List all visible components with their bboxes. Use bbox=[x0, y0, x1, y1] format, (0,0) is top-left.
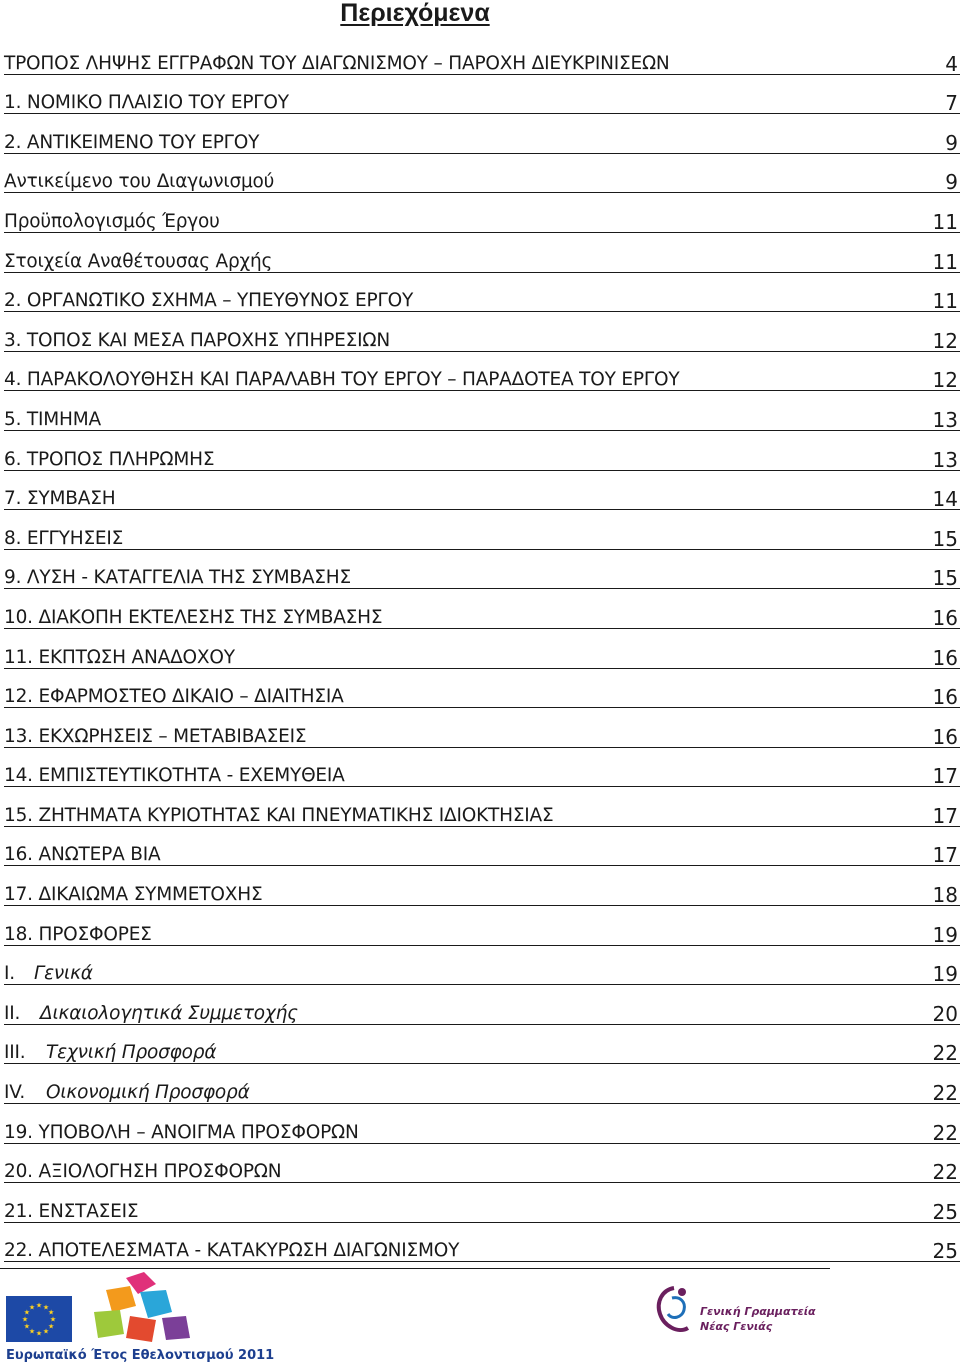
toc-page-number: 19 bbox=[932, 962, 958, 987]
toc-page-number: 18 bbox=[932, 883, 958, 908]
toc-page-number: 11 bbox=[932, 249, 958, 274]
toc-page-number: 14 bbox=[932, 487, 958, 512]
toc-page-number: 13 bbox=[932, 447, 958, 472]
toc-page-number: 9 bbox=[945, 130, 958, 155]
toc-entry[interactable] bbox=[4, 321, 960, 361]
toc-entry-text: Τεχνική Προσφορά bbox=[46, 1042, 217, 1064]
toc-entry[interactable] bbox=[4, 440, 960, 480]
toc-page-number: 13 bbox=[932, 407, 958, 432]
toc-page-number: 7 bbox=[945, 91, 958, 116]
toc-entry-title: 4. ΠΑΡΑΚΟΛΟΥΘΗΣΗ ΚΑΙ ΠΑΡΑΛΑΒΗ ΤΟΥ ΕΡΓΟΥ – ΠΑΡΑΔΟΤΕΑ ΤΟΥ ΕΡΓΟΥ bbox=[4, 369, 680, 391]
toc-entry[interactable] bbox=[4, 163, 960, 203]
toc-entry-title: 18. ΠΡΟΣΦΟΡΕΣ bbox=[4, 923, 152, 945]
toc-entry[interactable] bbox=[4, 400, 960, 440]
toc-entry-title: 1. ΝΟΜΙΚΟ ΠΛΑΙΣΙΟ ΤΟΥ ΕΡΓΟΥ bbox=[4, 92, 289, 114]
toc-entry[interactable] bbox=[4, 994, 960, 1034]
toc-page-number: 22 bbox=[932, 1041, 958, 1066]
eu-star-icon: ★ bbox=[42, 1327, 50, 1336]
toc-entry-title bbox=[4, 1082, 250, 1113]
toc-entry[interactable] bbox=[4, 44, 960, 84]
toc-page-number: 15 bbox=[932, 566, 958, 591]
toc-page-number: 9 bbox=[945, 170, 958, 195]
toc-page-number: 11 bbox=[932, 289, 958, 314]
toc-page-number: 17 bbox=[932, 803, 958, 828]
toc-entry-title bbox=[4, 1003, 298, 1034]
eu-star-icon: ★ bbox=[23, 1322, 31, 1331]
toc-entry-title: 9. ΛΥΣΗ - ΚΑΤΑΓΓΕΛΙΑ ΤΗΣ ΣΥΜΒΑΣΗΣ bbox=[4, 567, 351, 589]
toc-entry[interactable] bbox=[4, 598, 960, 638]
toc-entry-title: Προϋπολογισμός Έργου bbox=[4, 210, 220, 232]
eu-star-icon: ★ bbox=[28, 1303, 36, 1312]
eu-star-icon: ★ bbox=[35, 1301, 43, 1310]
toc-page-number: 16 bbox=[932, 724, 958, 749]
toc-entry-title: 20. ΑΞΙΟΛΟΓΗΣΗ ΠΡΟΣΦΟΡΩΝ bbox=[4, 1161, 282, 1183]
toc-entry[interactable] bbox=[4, 875, 960, 915]
toc-roman-numeral: IV. bbox=[4, 1082, 26, 1104]
toc-entry-title: 19. ΥΠΟΒΟΛΗ – ΑΝΟΙΓΜΑ ΠΡΟΣΦΟΡΩΝ bbox=[4, 1121, 359, 1143]
toc-entry-title: 17. ΔΙΚΑΙΩΜΑ ΣΥΜΜΕΤΟΧΗΣ bbox=[4, 884, 263, 906]
toc-page-number: 19 bbox=[932, 922, 958, 947]
eu-flag-icon bbox=[6, 1296, 72, 1342]
toc-entry-title: 22. ΑΠΟΤΕΛΕΣΜΑΤΑ - ΚΑΤΑΚΥΡΩΣΗ ΔΙΑΓΩΝΙΣΜΟΥ bbox=[4, 1240, 460, 1262]
toc-entry[interactable] bbox=[4, 361, 960, 401]
toc-entry[interactable] bbox=[4, 1113, 960, 1153]
toc-entry-title: Αντικείμενο του Διαγωνισμού bbox=[4, 171, 275, 193]
eu-star-icon: ★ bbox=[35, 1329, 43, 1338]
toc-entry[interactable] bbox=[4, 1034, 960, 1074]
toc-entry-title: 5. ΤΙΜΗΜΑ bbox=[4, 408, 101, 430]
toc-entry-title: 6. ΤΡΟΠΟΣ ΠΛΗΡΩΜΗΣ bbox=[4, 448, 215, 470]
toc-page-number: 12 bbox=[932, 368, 958, 393]
toc-entry[interactable] bbox=[4, 123, 960, 163]
toc-entry[interactable] bbox=[4, 638, 960, 678]
toc-entry[interactable] bbox=[4, 1073, 960, 1113]
toc-page-number: 22 bbox=[932, 1160, 958, 1185]
toc-page-number: 17 bbox=[932, 764, 958, 789]
toc-entry-title: 13. ΕΚΧΩΡΗΣΕΙΣ – ΜΕΤΑΒΙΒΑΣΕΙΣ bbox=[4, 725, 307, 747]
toc-page-number: 17 bbox=[932, 843, 958, 868]
toc-entry[interactable] bbox=[4, 1192, 960, 1232]
eu-star-icon: ★ bbox=[49, 1315, 57, 1324]
toc-entry-title: 16. ΑΝΩΤΕΡΑ ΒΙΑ bbox=[4, 844, 161, 866]
toc-entry-title: 3. ΤΟΠΟΣ ΚΑΙ ΜΕΣΑ ΠΑΡΟΧΗΣ ΥΠΗΡΕΣΙΩΝ bbox=[4, 329, 390, 351]
toc-page-number: 25 bbox=[932, 1199, 958, 1224]
toc-entry[interactable] bbox=[4, 242, 960, 282]
toc-entry-title: 2. ΟΡΓΑΝΩΤΙΚΟ ΣΧΗΜΑ – ΥΠΕΥΘΥΝΟΣ ΕΡΓΟΥ bbox=[4, 290, 414, 312]
gg-line1: Γενική Γραμματεία bbox=[700, 1305, 816, 1318]
toc-page-number: 16 bbox=[932, 605, 958, 630]
footer-divider bbox=[0, 1268, 830, 1269]
toc-entry-title: 2. ΑΝΤΙΚΕΙΜΕΝΟ ΤΟΥ ΕΡΓΟΥ bbox=[4, 131, 260, 153]
toc-page-number: 11 bbox=[932, 209, 958, 234]
toc-page-number: 4 bbox=[945, 51, 958, 76]
toc-entry[interactable] bbox=[4, 202, 960, 242]
toc-entry[interactable] bbox=[4, 678, 960, 718]
general-secretariat-text bbox=[700, 1304, 816, 1334]
toc-page-number: 16 bbox=[932, 685, 958, 710]
toc-entry[interactable] bbox=[4, 519, 960, 559]
toc-entry-title: 15. ΖΗΤΗΜΑΤΑ ΚΥΡΙΟΤΗΤΑΣ ΚΑΙ ΠΝΕΥΜΑΤΙΚΗΣ ΙΔΙΟΚΤΗΣΙΑΣ bbox=[4, 804, 554, 826]
toc-roman-numeral: I. bbox=[4, 963, 15, 985]
toc-page-number: 25 bbox=[932, 1239, 958, 1264]
toc-entry-title: ΤΡΟΠΟΣ ΛΗΨΗΣ ΕΓΓΡΑΦΩΝ ΤΟΥ ΔΙΑΓΩΝΙΣΜΟΥ – ΠΑΡΟΧΗ ΔΙΕΥΚΡΙΝΙΣΕΩΝ bbox=[4, 52, 670, 74]
toc-entry-text: Δικαιολογητικά Συμμετοχής bbox=[40, 1002, 298, 1024]
toc-page-number: 22 bbox=[932, 1081, 958, 1106]
toc-entry[interactable] bbox=[4, 1153, 960, 1193]
toc-entry[interactable] bbox=[4, 282, 960, 322]
toc-entry-text: Οικονομική Προσφορά bbox=[46, 1082, 250, 1104]
toc-entry-title: 10. ΔΙΑΚΟΠΗ ΕΚΤΕΛΕΣΗΣ ΤΗΣ ΣΥΜΒΑΣΗΣ bbox=[4, 606, 383, 628]
toc-entry-title: 11. ΕΚΠΤΩΣΗ ΑΝΑΔΟΧΟΥ bbox=[4, 646, 235, 668]
page-title: Περιεχόμενα bbox=[340, 0, 490, 27]
eu-star-icon: ★ bbox=[23, 1308, 31, 1317]
toc-entry[interactable] bbox=[4, 84, 960, 124]
toc-entry-title: 14. ΕΜΠΙΣΤΕΥΤΙΚΟΤΗΤΑ - ΕΧΕΜΥΘΕΙΑ bbox=[4, 765, 345, 787]
toc-entry[interactable] bbox=[4, 836, 960, 876]
eu-star-icon: ★ bbox=[47, 1308, 55, 1317]
toc-page-number: 22 bbox=[932, 1120, 958, 1145]
eu-star-icon: ★ bbox=[47, 1322, 55, 1331]
toc-entry-title: Στοιχεία Αναθέτουσας Αρχής bbox=[4, 250, 273, 272]
toc-page-number: 16 bbox=[932, 645, 958, 670]
toc-entry[interactable] bbox=[4, 915, 960, 955]
gg-line2: Νέας Γενιάς bbox=[700, 1320, 773, 1333]
toc-page-number: 20 bbox=[932, 1001, 958, 1026]
toc-entry[interactable] bbox=[4, 796, 960, 836]
toc-entry[interactable] bbox=[4, 480, 960, 520]
toc-entry-title bbox=[4, 1042, 216, 1073]
youth-figure-icon bbox=[652, 1284, 698, 1340]
table-of-contents bbox=[4, 44, 960, 1271]
toc-entry-text: Γενικά bbox=[34, 963, 93, 985]
toc-entry-title: 8. ΕΓΓΥΗΣΕΙΣ bbox=[4, 527, 124, 549]
toc-entry-title: 7. ΣΥΜΒΑΣΗ bbox=[4, 488, 116, 510]
toc-entry-title bbox=[4, 963, 93, 994]
toc-entry[interactable] bbox=[4, 559, 960, 599]
general-secretariat-logo bbox=[652, 1284, 816, 1350]
eu-volunteering-logo bbox=[6, 1296, 275, 1363]
volunteering-year-logo bbox=[86, 1272, 196, 1342]
eu-caption: Ευρωπαϊκό Έτος Εθελοντισμού 2011 bbox=[6, 1348, 275, 1363]
eu-star-icon: ★ bbox=[42, 1303, 50, 1312]
toc-roman-numeral: III. bbox=[4, 1042, 26, 1064]
eu-star-icon: ★ bbox=[28, 1327, 36, 1336]
toc-entry-title: 12. ΕΦΑΡΜΟΣΤΕΟ ΔΙΚΑΙΟ – ΔΙΑΙΤΗΣΙΑ bbox=[4, 686, 344, 708]
toc-entry[interactable] bbox=[4, 1232, 960, 1272]
toc-page-number: 12 bbox=[932, 328, 958, 353]
eu-star-icon: ★ bbox=[21, 1315, 29, 1324]
toc-entry-title: 21. ΕΝΣΤΑΣΕΙΣ bbox=[4, 1200, 139, 1222]
toc-entry[interactable] bbox=[4, 757, 960, 797]
toc-roman-numeral: II. bbox=[4, 1002, 21, 1024]
toc-page-number: 15 bbox=[932, 526, 958, 551]
toc-entry[interactable] bbox=[4, 717, 960, 757]
toc-entry[interactable] bbox=[4, 955, 960, 995]
